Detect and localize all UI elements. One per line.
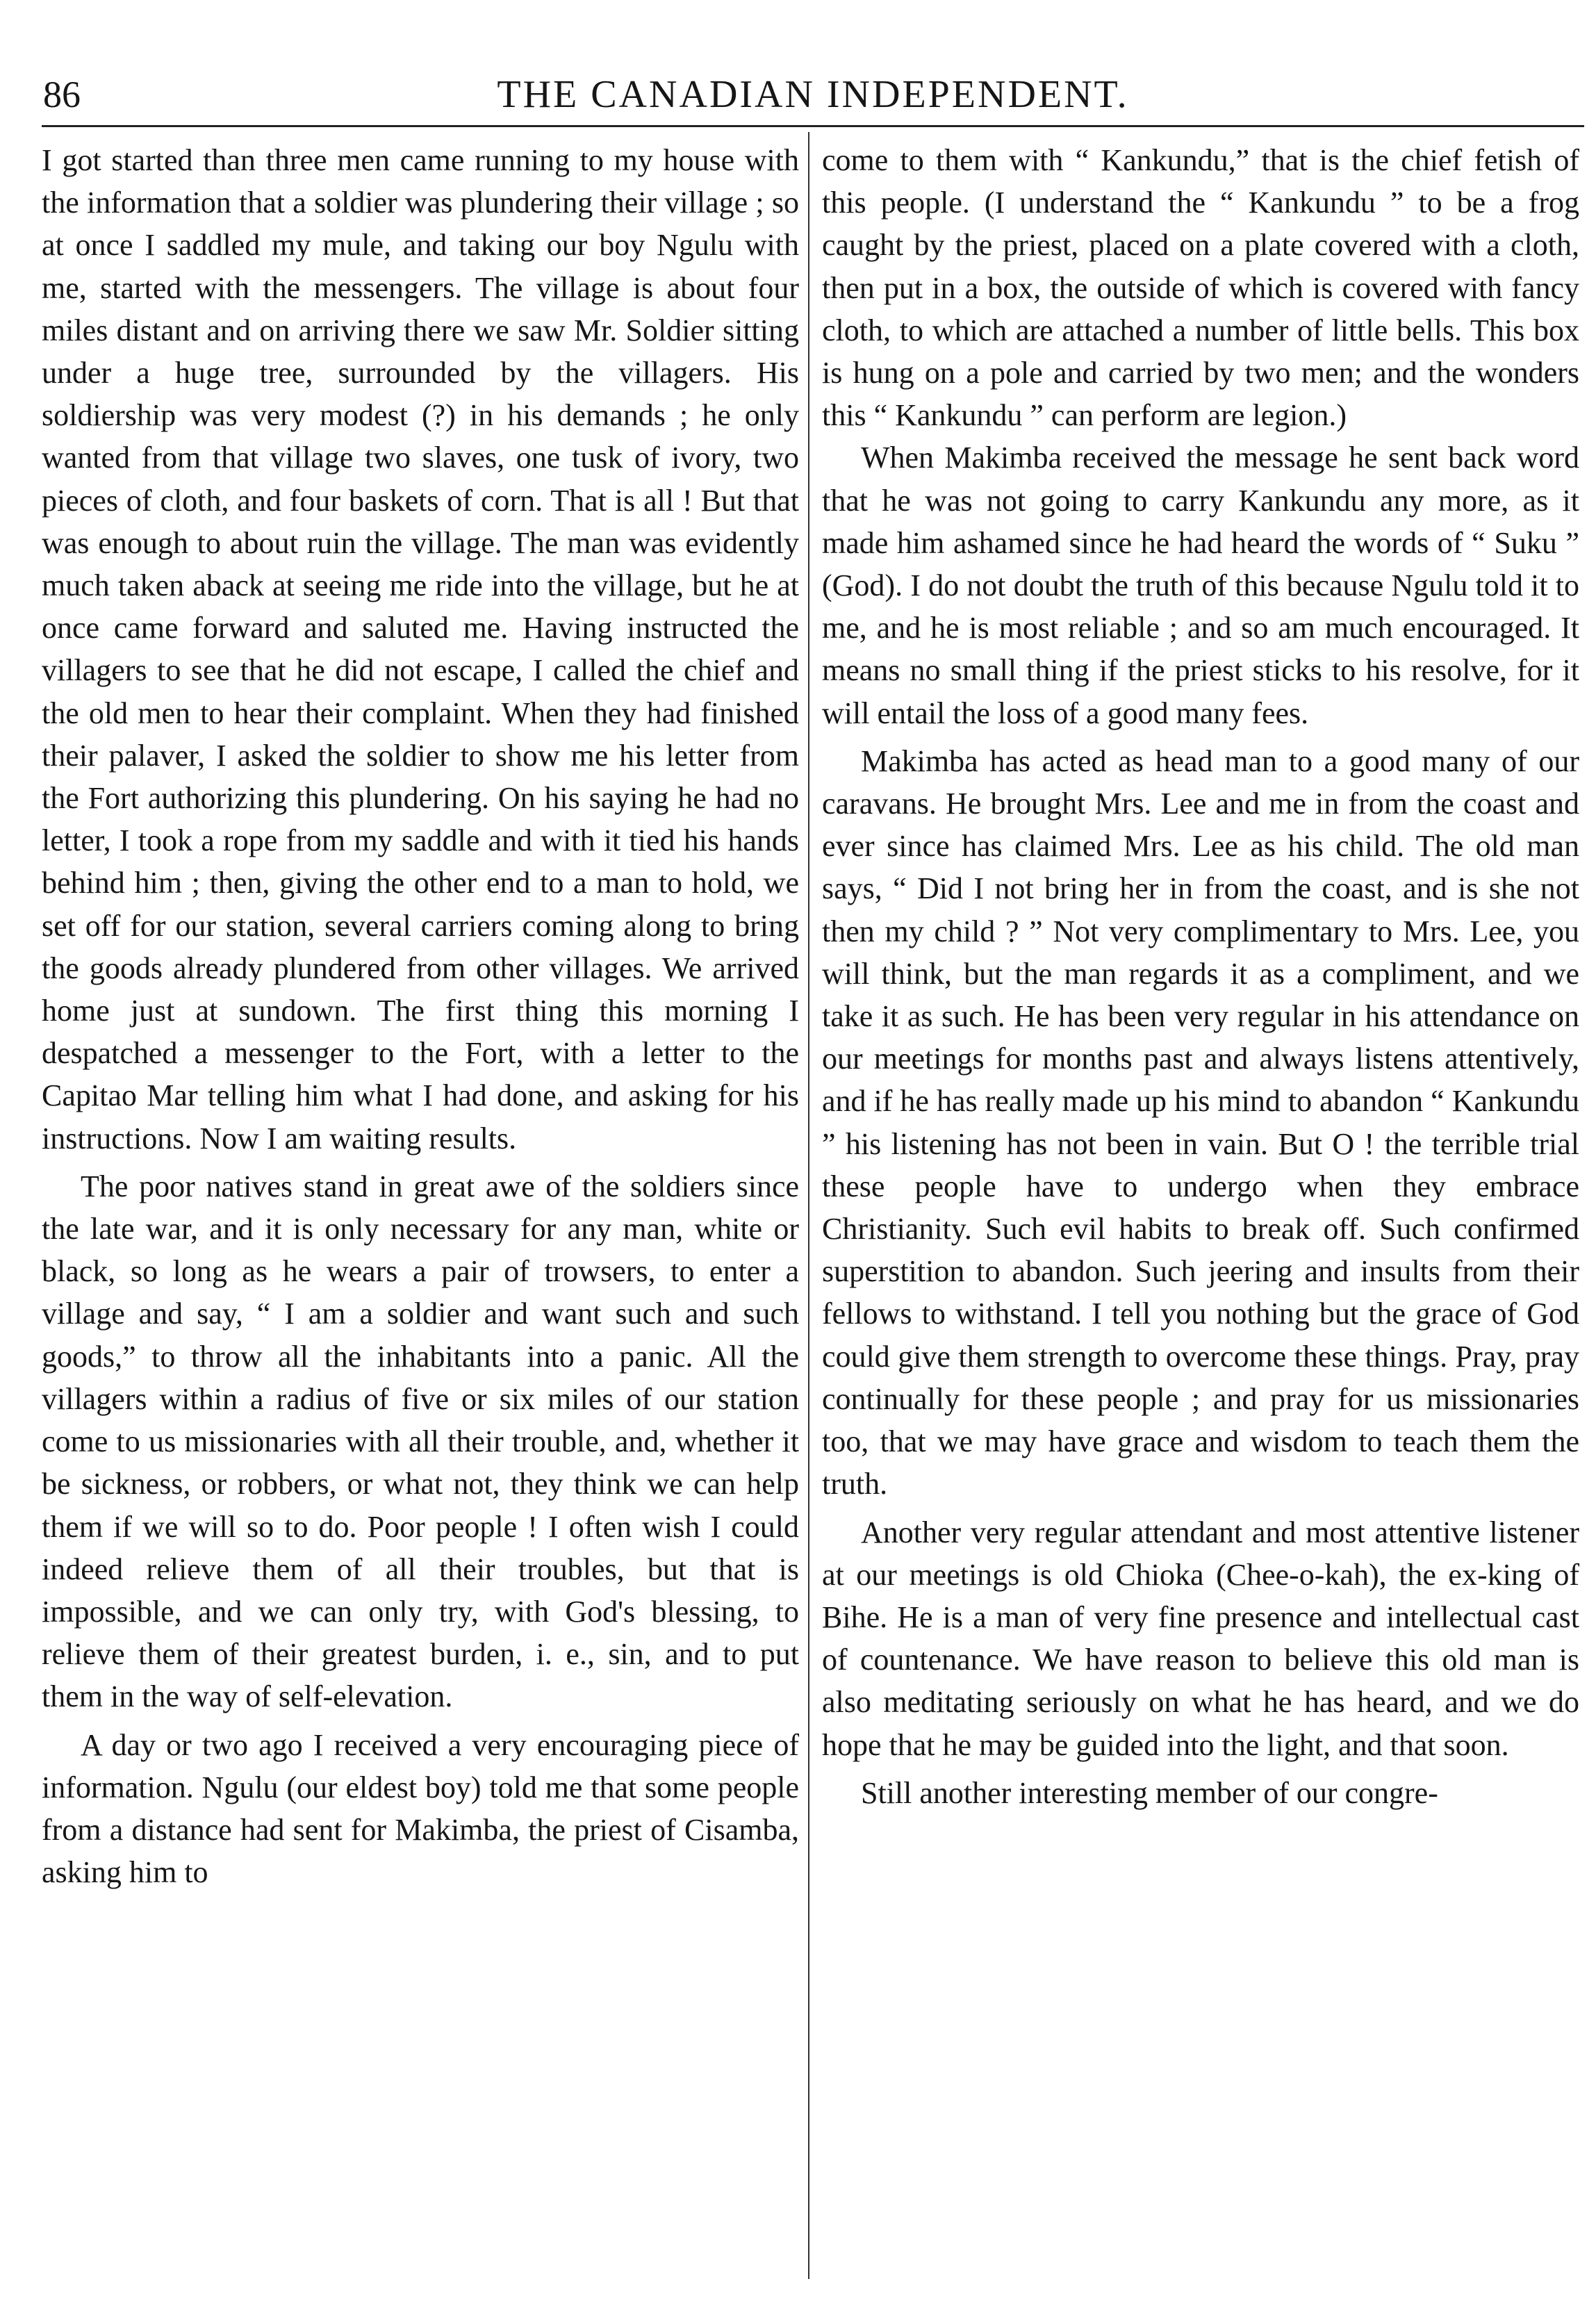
column-divider <box>808 132 809 2279</box>
left-paragraph-1: I got started than three men came running to my house with the information that a soldier was plundering their village ; so at once I saddled my mule, and taking our boy Ngulu with me, started with the messengers. The village is about four miles distant and on arriving there we saw Mr. Soldier sitting under a huge tree, surrounded by the villagers. His soldiership was very modest (?) in his demands ; he only wanted from that village two slaves, one tusk of ivory, two pieces of cloth, and four baskets of corn. That is all ! But that was enough to about ruin the village. The man was evidently much taken aback at seeing me ride into the village, but he at once came forward and saluted me. Having instructed the villagers to see that he did not escape, I called the chief and the old men to hear their complaint. When they had finished their palaver, I asked the soldier to show me his letter from the Fort authorizing this plundering. On his saying he had no letter, I took a rope from my saddle and with it tied his hands behind him ; then, giving the other end to a man to hold, we set off for our station, several carriers coming along to bring the goods already plundered from other villages. We arrived home just at sundown. The first thing this morning I despatched a messenger to the Fort, with a letter to the Capitao Mar telling him what I had done, and asking for his instructions. Now I am waiting results. <box>42 143 799 1155</box>
header-rule <box>42 125 1584 127</box>
right-paragraph-5: Still another interesting member of our congre- <box>861 1775 1438 1810</box>
right-paragraph-4: Another very regular attendant and most attentive listener at our meetings is old Chioka (Chee-o-kah), the ex-king of Bihe. He is a man of very fine presence and intellectual cast of countenance. We have reason to believe this old man is also meditating seriously on what he has heard, and we do hope that he may be guided into the light, and that soon. <box>822 1515 1579 1762</box>
right-paragraph-3: Makimba has acted as head man to a good many of our caravans. He brought Mrs. Lee and me in from the coast and ever since has claimed Mrs. Lee as his child. The old man says, “ Did I not bring her in from the coast, and is she not then my child ? ” Not very complimentary to Mrs. Lee, you will think, but the man regards it as a compliment, and we take it as such. He has been very regular in his attendance on our meetings for months past and always listens attentively, and if he has really made up his mind to abandon “ Kankundu ” his listening has not been in vain. But O ! the terrible trial these people have to undergo when they embrace Christianity. Such evil habits to break off. Such confirmed superstition to abandon. Such jeering and insults from their fellows to withstand. I tell you nothing but the grace of God could give them strength to overcome these things. Pray, pray continually for these people ; and pray for us missionaries too, that we may have grace and wisdom to teach them the truth. <box>822 743 1579 1502</box>
running-title: THE CANADIAN INDEPENDENT. <box>497 73 1129 116</box>
page-header <box>42 69 1584 120</box>
left-column <box>42 139 799 1893</box>
left-paragraph-3: A day or two ago I received a very encouraging piece of information. Ngulu (our eldest boy) told me that some people from a distance had sent for Makimba, the priest of Cisamba, asking him to <box>42 1727 799 1890</box>
right-paragraph-2: When Makimba received the message he sent back word that he was not going to carry Kankundu any more, as it made him ashamed since he had heard the words of “ Suku ” (God). I do not doubt the truth of this because Ngulu told it to me, and he is most reliable ; and so am much encouraged. It means no small thing if the priest sticks to his resolve, for it will entail the loss of a good many fees. <box>822 441 1579 730</box>
right-paragraph-1: come to them with “ Kankundu,” that is the chief fetish of this people. (I understand the “ Kankundu ” to be a frog caught by the priest, placed on a plate covered with a cloth, then put in a box, the outside of which is covered with fancy cloth, to which are attached a number of little bells. This box is hung on a pole and carried by two men; and the wonders this “ Kankundu ” can perform are legion.) <box>822 143 1579 433</box>
right-column <box>822 139 1579 1814</box>
left-paragraph-2: The poor natives stand in great awe of the soldiers since the late war, and it is only necessary for any man, white or black, so long as he wears a pair of trowsers, to enter a village and say, “ I am a soldier and want such and such goods,” to throw all the inhabitants into a panic. All the villagers within a radius of five or six miles of our station come to us missionaries with all their trouble, and, whether it be sickness, or robbers, or what not, they think we can help them if we will so to do. Poor people ! I often wish I could indeed relieve them of all their troubles, but that is impossible, and we can only try, with God's blessing, to relieve them of their greatest burden, i. e., sin, and to put them in the way of self-elevation. <box>42 1169 799 1714</box>
page-number: 86 <box>43 74 81 115</box>
